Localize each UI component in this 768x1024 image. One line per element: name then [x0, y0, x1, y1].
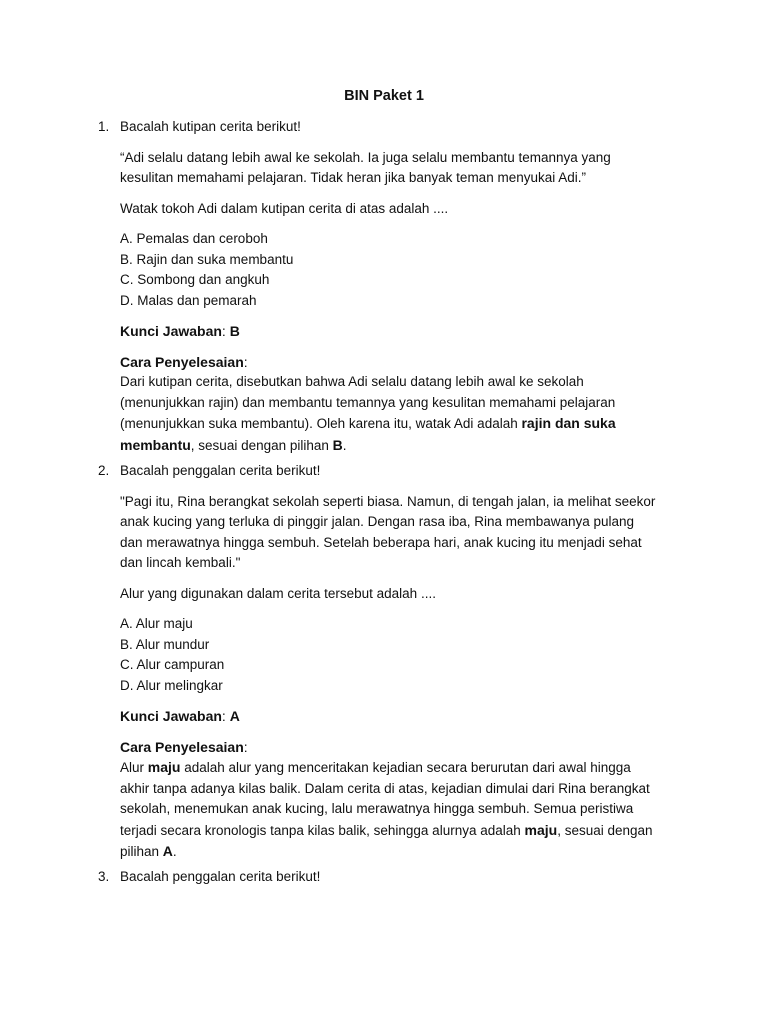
option-c: C. Sombong dan angkuh [120, 272, 270, 287]
solution-heading: Cara Penyelesaian: [120, 353, 248, 370]
answer-key-value: A [229, 708, 240, 724]
option-b: B. Alur mundur [120, 636, 210, 652]
solution-text-part: . [172, 844, 177, 859]
solution-heading: Cara Penyelesaian: [120, 738, 248, 755]
option-a: A. Pemalas dan ceroboh [120, 231, 268, 246]
solution-text-part: . [342, 437, 347, 453]
question-text: Watak tokoh Adi dalam kutipan cerita di atas adalah .... [120, 200, 449, 216]
question-number: 3. [98, 869, 110, 884]
solution-text-part: Dari kutipan cerita, disebutkan bahwa Adi selalu datang lebih awal ke sekolah (menunjukkan rajin) dan membantu temannya yang kesulitan memahami pelajaran (menunjukkan suka membantu). Oleh karena itu, watak Adi adalah [120, 374, 616, 431]
solution-emphasis: A [162, 843, 173, 859]
question-text: Alur yang digunakan dalam cerita tersebut adalah .... [120, 585, 436, 601]
question-number: 1. [98, 119, 110, 134]
option-d: D. Alur melingkar [120, 677, 223, 693]
answer-key-value: B [229, 323, 240, 339]
answer-key: Kunci Jawaban: A [120, 708, 240, 724]
option-c: C. Alur campuran [120, 657, 225, 672]
solution-emphasis: maju [147, 759, 181, 775]
question-prompt: Bacalah penggalan cerita berikut! [120, 869, 321, 884]
solution-label: Cara Penyelesaian [120, 353, 244, 370]
answer-key-label: Kunci Jawaban [120, 708, 222, 724]
option-a: A. Alur maju [120, 616, 193, 631]
solution-text [120, 372, 660, 456]
solution-text-part: adalah alur yang menceritakan kejadian secara berurutan dari awal hingga akhir tanpa adanya kilas balik. Dalam cerita di atas, kejadian dimulai dari Rina berangkat sekolah, menemukan anak kucing, lalu merawatnya hingga sembuh. Semua peristiwa terjadi secara kronologis tanpa kilas balik, sehingga alurnya adalah [120, 760, 650, 838]
option-d: D. Malas dan pemarah [120, 292, 257, 308]
question-prompt: Bacalah kutipan cerita berikut! [120, 119, 301, 134]
solution-emphasis: B [332, 436, 343, 453]
solution-emphasis: rajin dan suka membantu [120, 415, 616, 453]
document-title: BIN Paket 1 [344, 88, 424, 104]
answer-key: Kunci Jawaban: B [120, 323, 240, 339]
solution-text-part: , sesuai dengan pilihan [190, 437, 333, 453]
story-quote: “Adi selalu datang lebih awal ke sekolah. Ia juga selalu membantu temannya yang kesulitan memahami pelajaran. Tidak heran jika banyak teman menyukai Adi.” [120, 149, 611, 185]
solution-text [120, 757, 660, 863]
answer-key-label: Kunci Jawaban [120, 323, 222, 339]
story-quote: "Pagi itu, Rina berangkat sekolah seperti biasa. Namun, di tengah jalan, ia melihat seekor anak kucing yang terluka di pinggir jalan. Dengan rasa iba, Rina membawanya pulang dan merawatnya hingga sembuh. Setelah beberapa hari, anak kucing itu menjadi sehat dan lincah kembali." [120, 493, 656, 570]
question-number: 2. [98, 463, 110, 478]
question-prompt: Bacalah penggalan cerita berikut! [120, 463, 321, 478]
solution-text-part: , sesuai dengan pilihan [120, 822, 653, 859]
option-b: B. Rajin dan suka membantu [120, 251, 294, 267]
solution-text-part: Alur [120, 760, 148, 775]
solution-emphasis: maju [524, 821, 558, 838]
solution-label: Cara Penyelesaian [120, 738, 244, 755]
